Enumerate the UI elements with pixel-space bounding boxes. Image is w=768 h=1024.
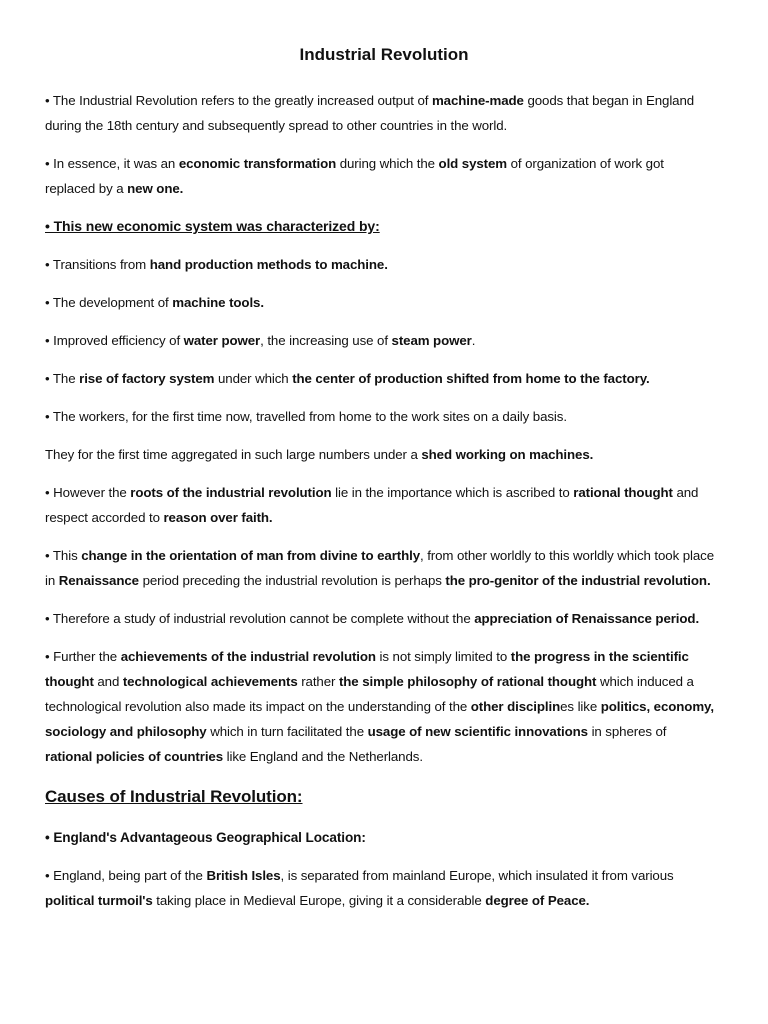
text-segment: during which the [336,156,439,171]
text-segment: es like [560,699,601,714]
text-segment: of organization of work got replaced by a [45,156,664,196]
text-segment: in spheres of [587,724,667,739]
characteristic-machine-tools [45,290,717,315]
bold-text-segment: the pro-genitor of the industrial revolution. [445,573,711,588]
renaissance-orientation-paragraph [45,543,717,593]
bold-text-segment: rise of factory system [79,371,215,386]
bold-text-segment: water power [183,333,261,348]
text-segment: which induced a technological revolution also made its impact on the understanding of the [45,674,694,714]
bold-text-segment: rational policies of countries [45,749,224,764]
bold-text-segment: British Isles [206,868,281,883]
bold-text-segment: politics, economy, sociology and philosophy [45,699,714,739]
text-segment: They for the first time aggregated in such large numbers under a [45,447,422,462]
text-segment: • Therefore a study of industrial revolution cannot be complete without the [45,611,475,626]
bold-text-segment: degree of Peace. [485,893,590,908]
text-segment: • Further the [45,649,121,664]
text-segment: • However the [45,485,131,500]
text-segment: , is separated from mainland Europe, which insulated it from various [280,868,674,883]
text-segment: rather [297,674,339,689]
roots-paragraph [45,480,717,530]
bold-text-segment: hand production methods to machine. [149,257,388,272]
bold-text-segment: the center of production shifted from home to the factory. [292,371,650,386]
text-segment: , from other worldly to this worldly which took place in [45,548,715,588]
characteristic-water-steam-power [45,328,717,353]
characteristic-workers-travel [45,404,717,429]
bold-text-segment: reason over faith. [163,510,273,525]
characteristic-factory-system [45,366,717,391]
bold-text-segment: appreciation of Renaissance period. [474,611,700,626]
bold-text-segment: new one. [127,181,184,196]
text-segment: • The workers, for the first time now, travelled from home to the work sites on a daily basis. [45,409,567,424]
text-segment: • Transitions from [45,257,150,272]
renaissance-appreciation-paragraph [45,606,717,631]
text-segment: period preceding the industrial revolution is perhaps [138,573,446,588]
intro-paragraph-2 [45,151,717,201]
bold-text-segment: the simple philosophy of rational thought [338,674,597,689]
text-segment: • England, being part of the [45,868,207,883]
text-segment: • In essence, it was an [45,156,179,171]
text-segment: like England and the Netherlands. [223,749,423,764]
bold-text-segment: shed working on machines. [421,447,594,462]
cause-geography-heading: • England's Advantageous Geographical Location: [45,830,366,845]
text-segment: • The development of [45,295,173,310]
text-segment: is not simply limited to [375,649,511,664]
text-segment: , the increasing use of [260,333,392,348]
text-segment: goods that began in England during the 18th century and subsequently spread to other countries in the world. [45,93,695,133]
text-segment: and [93,674,123,689]
bold-text-segment: change in the orientation of man from divine to earthly [81,548,421,563]
text-segment: • The Industrial Revolution refers to the greatly increased output of [45,93,432,108]
bold-text-segment: steam power [391,333,472,348]
text-segment: which in turn facilitated the [206,724,368,739]
bold-text-segment: technological achievements [122,674,298,689]
bold-text-segment: achievements of the industrial revolution [120,649,376,664]
bold-text-segment: political turmoil's [45,893,153,908]
document-body [45,88,717,926]
text-segment: • This [45,548,82,563]
cause-geography-paragraph [45,863,717,913]
bold-text-segment: machine tools. [172,295,264,310]
bold-text-segment: rational thought [573,485,673,500]
text-segment: lie in the importance which is ascribed to [331,485,574,500]
text-segment: under which [214,371,293,386]
text-segment: • The [45,371,80,386]
characteristics-subheading: • This new economic system was characterized by: [45,218,380,234]
bold-text-segment: usage of new scientific innovations [367,724,588,739]
achievements-paragraph [45,644,717,769]
bold-text-segment: Renaissance [58,573,139,588]
intro-paragraph-1 [45,88,717,138]
bold-text-segment: economic transformation [178,156,337,171]
bold-text-segment: old system [438,156,508,171]
bold-text-segment: machine-made [431,93,524,108]
characteristic-hand-production [45,252,717,277]
text-segment: . [471,333,476,348]
text-segment: and respect accorded to [45,485,699,525]
characteristic-aggregation [45,442,717,467]
text-segment: • Improved efficiency of [45,333,184,348]
text-segment: taking place in Medieval Europe, giving it a considerable [152,893,486,908]
bold-text-segment: the progress in the scientific thought [45,649,689,689]
bold-text-segment: other disciplin [470,699,561,714]
causes-heading: Causes of Industrial Revolution: [45,787,303,806]
bold-text-segment: roots of the industrial revolution [130,485,332,500]
document-title: Industrial Revolution [299,45,469,64]
